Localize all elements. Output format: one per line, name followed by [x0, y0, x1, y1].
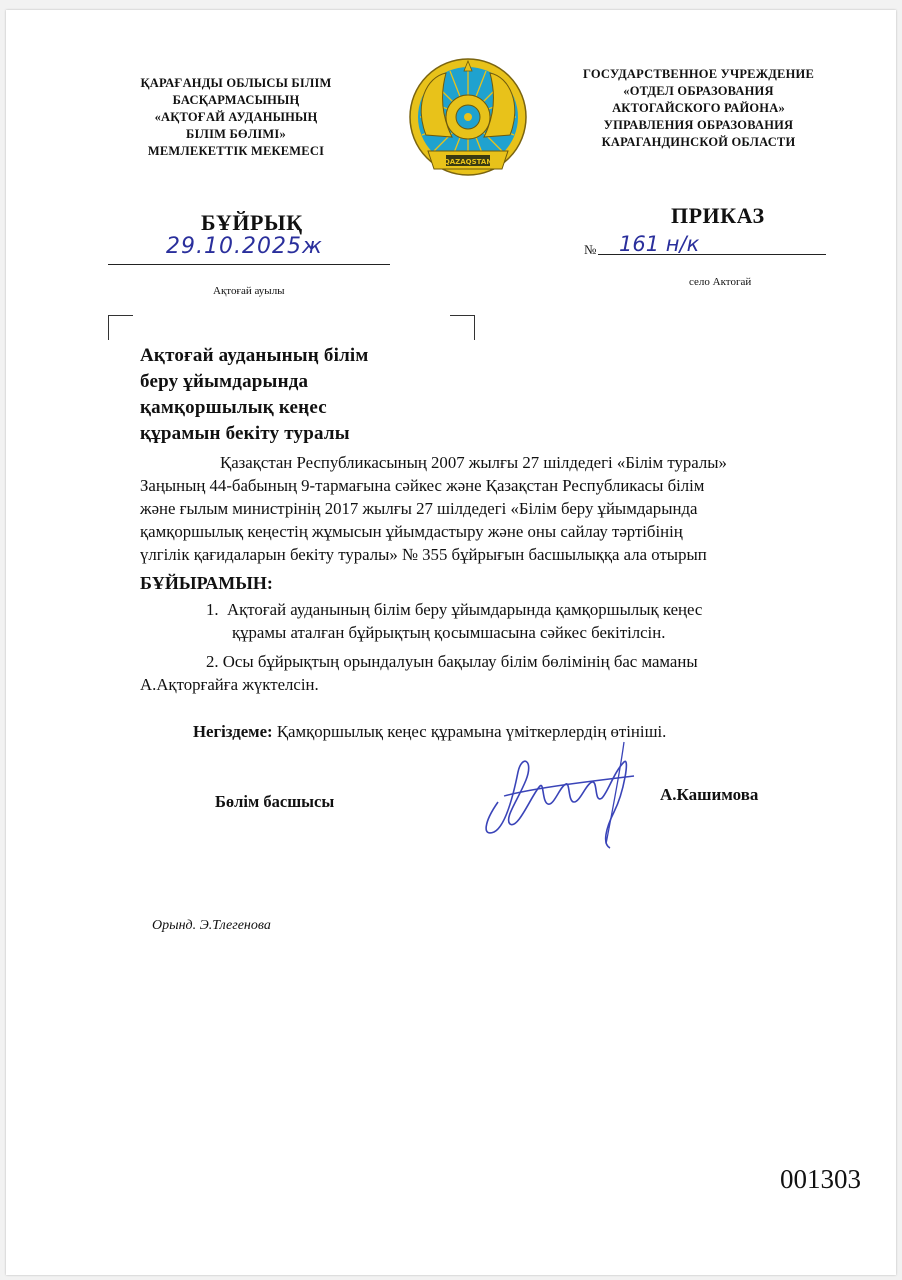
item-text: Ақтоғай ауданының білім беру ұйымдарында қамқоршылық кеңес [226, 600, 703, 619]
header-right-line: АКТОГАЙСКОГО РАЙОНА» [612, 101, 785, 115]
header-left-line: БАСҚАРМАСЫНЫҢ [172, 93, 300, 107]
executor: Орынд. Э.Тлегенова [152, 918, 271, 933]
number-underline [598, 254, 826, 255]
document-title [140, 343, 369, 447]
basis-label: Негіздеме: [193, 722, 273, 741]
header-left-line: МЕМЛЕКЕТТІК МЕКЕМЕСІ [147, 144, 325, 158]
header-left-line: БІЛІМ БӨЛІМІ» [186, 127, 286, 141]
item-text-continued: А.Ақторғайға жүктелсін. [140, 675, 319, 694]
signer-title: Бөлім басшысы [215, 792, 335, 811]
order-item-1 [206, 598, 851, 644]
place-ru: село Актогай [689, 276, 752, 288]
signature-scribble [474, 732, 644, 852]
title-line: құрамын бекіту туралы [140, 423, 350, 444]
title-line: беру ұйымдарында [140, 371, 309, 392]
item-text: Осы бұйрықтың орындалуын бақылау білім бөлімінің бас маманы [222, 652, 698, 671]
order-word: БҰЙЫРАМЫН: [140, 573, 273, 593]
item-number: 2. [206, 652, 219, 671]
header-left-line: ҚАРАҒАНДЫ ОБЛЫСЫ БІЛІМ [140, 76, 332, 90]
title-line: қамқоршылық кеңес [140, 397, 327, 418]
preamble [140, 451, 850, 566]
serial-number: 001303 [780, 1164, 861, 1194]
doc-type-kz: БҰЙРЫҚ [201, 210, 303, 235]
item-number: 1. [206, 600, 219, 619]
number-handwritten: 161 н/к [619, 232, 700, 256]
header-right [561, 66, 836, 151]
order-item-2 [140, 650, 850, 696]
number-label: № [584, 242, 597, 257]
header-right-line: УПРАВЛЕНИЯ ОБРАЗОВАНИЯ [603, 118, 794, 132]
preamble-line: және ғылым министрінің 2017 жылғы 27 шілдедегі «Білім беру ұйымдарында [140, 499, 698, 518]
preamble-line: Заңының 44-бабының 9-тармағына сәйкес және Қазақстан Республикасы білім [140, 476, 705, 495]
date-handwritten: 29.10.2025ж [166, 234, 323, 259]
header-right-line: КАРАГАНДИНСКОЙ ОБЛАСТИ [601, 135, 796, 149]
preamble-line: үлгілік қағидаларын бекіту туралы» № 355 бұйрығын басшылыққа ала отырып [140, 545, 707, 564]
date-underline [108, 264, 390, 265]
item-text-continued: құрамы аталған бұйрықтың қосымшасына сәйкес бекітілсін. [232, 623, 666, 642]
place-kz: Ақтоғай ауылы [213, 285, 285, 297]
signer-name: А.Кашимова [660, 785, 759, 804]
preamble-line: Қазақстан Республикасының 2007 жылғы 27 шілдедегі «Білім туралы» [220, 453, 727, 472]
emblem-band-text: QAZAQSTAN [443, 158, 493, 166]
document-page [6, 10, 896, 1275]
basis-text: Қамқоршылық кеңес құрамына үміткерлердің өтініші. [276, 722, 667, 741]
doc-type-ru: ПРИКАЗ [671, 203, 765, 228]
header-left [116, 75, 356, 160]
preamble-line: қамқоршылық кеңестің жұмысын ұйымдастыру және оны сайлау тәртібінің [140, 522, 683, 541]
bracket-top-left [108, 315, 133, 340]
header-left-line: «АҚТОҒАЙ АУДАНЫНЫҢ [154, 110, 318, 124]
title-line: Ақтоғай ауданының білім [140, 345, 369, 366]
state-emblem [406, 55, 531, 185]
header-right-line: ГОСУДАРСТВЕННОЕ УЧРЕЖДЕНИЕ [583, 67, 814, 81]
bracket-top-right [450, 315, 475, 340]
header-right-line: «ОТДЕЛ ОБРАЗОВАНИЯ [623, 84, 774, 98]
